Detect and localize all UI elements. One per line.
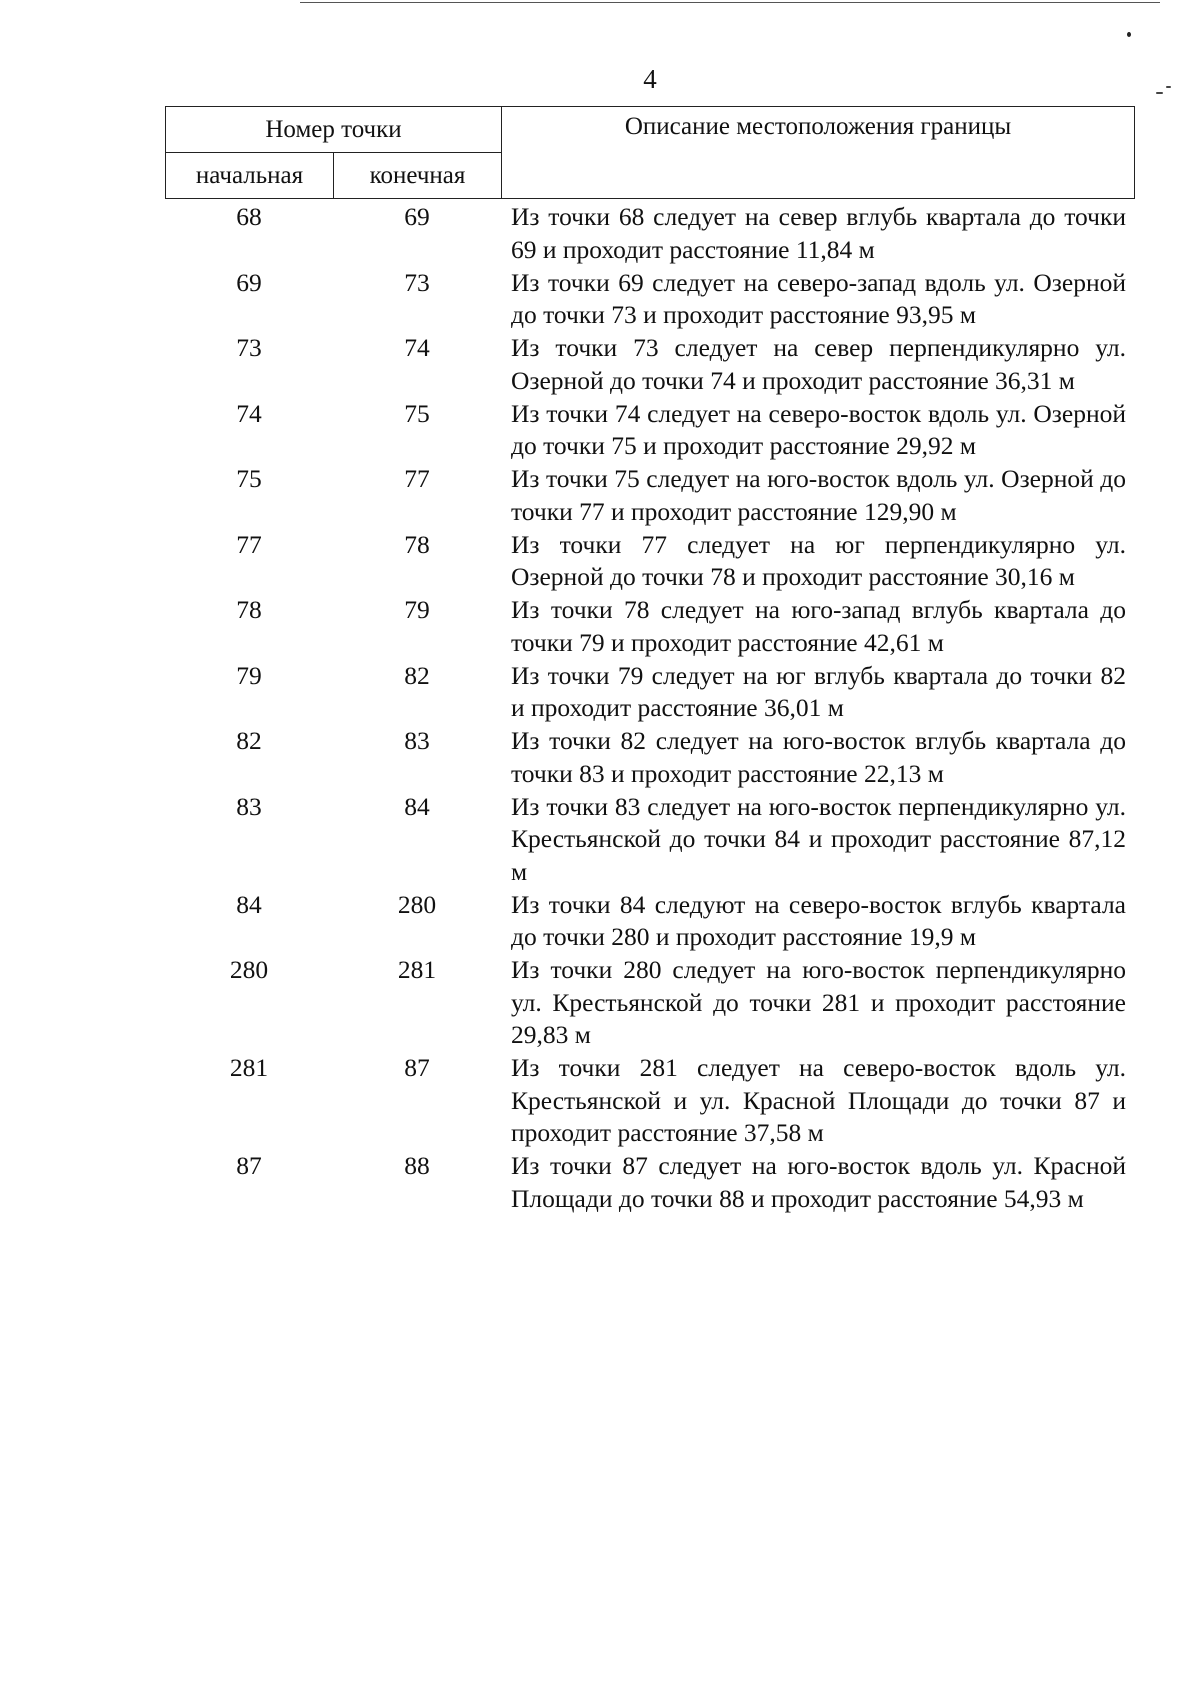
table-row — [165, 267, 1134, 332]
start-point: 68 — [236, 202, 262, 231]
boundary-description: Из точки 281 следует на северо-восток вдоль ул. Крестьянской и ул. Красной Площади до точки 87 и проходит расстояние 37,58 м — [511, 1053, 1126, 1147]
start-point: 82 — [236, 726, 262, 755]
start-point: 281 — [229, 1053, 269, 1082]
scan-speck — [1127, 32, 1131, 37]
header-point-number: Номер точки — [166, 107, 502, 153]
boundary-description: Из точки 69 следует на северо-запад вдоль ул. Озерной до точки 73 и проходит расстояние 93,95 м — [511, 267, 1126, 329]
boundary-description: Из точки 73 следует на север перпендикулярно ул. Озерной до точки 74 и проходит расстояние 36,31 м — [511, 333, 1126, 395]
boundary-description: Из точки 87 следует на юго-восток вдоль ул. Красной Площади до точки 88 и проходит расстояние 54,93 м — [511, 1151, 1126, 1213]
end-point: 79 — [404, 595, 430, 624]
start-point: 78 — [236, 595, 262, 624]
table-row — [165, 791, 1134, 889]
table-row — [165, 725, 1134, 790]
end-point: 73 — [404, 267, 430, 297]
boundary-description: Из точки 82 следует на юго-восток вглубь квартала до точки 83 и проходит расстояние 22,13 м — [511, 726, 1126, 788]
boundary-description: Из точки 280 следует на юго-восток перпендикулярно ул. Крестьянской до точки 281 и проходит расстояние 29,83 м — [511, 955, 1126, 1049]
end-point: 280 — [397, 889, 437, 919]
table-row — [165, 398, 1134, 463]
table-row — [165, 889, 1134, 954]
end-point: 87 — [404, 1053, 430, 1082]
end-point: 74 — [404, 333, 430, 362]
start-point: 83 — [236, 791, 262, 821]
table-row — [165, 594, 1134, 659]
header-description: Описание местоположения границы — [502, 107, 1135, 199]
boundary-description: Из точки 68 следует на север вглубь квартала до точки 69 и проходит расстояние 11,84 м — [511, 202, 1126, 264]
boundary-description: Из точки 75 следует на юго-восток вдоль ул. Озерной до точки 77 и проходит расстояние 129,90 м — [511, 464, 1126, 526]
page-number: 4 — [643, 64, 657, 94]
boundary-description: Из точки 74 следует на северо-восток вдоль ул. Озерной до точки 75 и проходит расстояние 29,92 м — [511, 398, 1126, 460]
table-row — [165, 1150, 1134, 1215]
start-point: 69 — [236, 267, 262, 297]
start-point: 75 — [236, 464, 262, 493]
table-row — [165, 201, 1134, 266]
start-point: 73 — [236, 333, 262, 362]
header-start: начальная — [166, 153, 334, 199]
table-header — [165, 106, 1135, 199]
start-point: 280 — [229, 955, 269, 984]
start-point: 84 — [236, 889, 262, 919]
start-point: 79 — [236, 660, 262, 690]
table-row — [165, 529, 1134, 594]
end-point: 83 — [404, 726, 430, 755]
start-point: 77 — [236, 529, 262, 559]
table-body — [165, 201, 1134, 1216]
end-point: 281 — [397, 955, 437, 984]
scan-top-rule — [300, 2, 1160, 3]
table-row — [165, 1052, 1134, 1150]
end-point: 78 — [404, 529, 430, 559]
end-point: 77 — [404, 464, 430, 493]
end-point: 82 — [404, 660, 430, 690]
boundary-description: Из точки 78 следует на юго-запад вглубь квартала до точки 79 и проходит расстояние 42,61 м — [511, 595, 1126, 657]
header-end: конечная — [334, 153, 502, 199]
end-point: 84 — [404, 791, 430, 821]
table-row — [165, 463, 1134, 528]
boundary-description: Из точки 79 следует на юг вглубь квартала до точки 82 и проходит расстояние 36,01 м — [511, 660, 1126, 722]
boundary-description: Из точки 84 следуют на северо-восток вглубь квартала до точки 280 и проходит расстояние 19,9 м — [511, 889, 1126, 951]
boundary-description: Из точки 83 следует на юго-восток перпендикулярно ул. Крестьянской до точки 84 и проходит расстояние 87,12 м — [511, 791, 1126, 886]
start-point: 87 — [236, 1151, 262, 1180]
table-row — [165, 332, 1134, 397]
table-row — [165, 660, 1134, 725]
boundary-description: Из точки 77 следует на юг перпендикулярно ул. Озерной до точки 78 и проходит расстояние 30,16 м — [511, 529, 1126, 591]
table-row — [165, 954, 1134, 1052]
end-point: 75 — [404, 398, 430, 428]
end-point: 88 — [404, 1151, 430, 1180]
end-point: 69 — [404, 202, 430, 231]
start-point: 74 — [236, 398, 262, 428]
